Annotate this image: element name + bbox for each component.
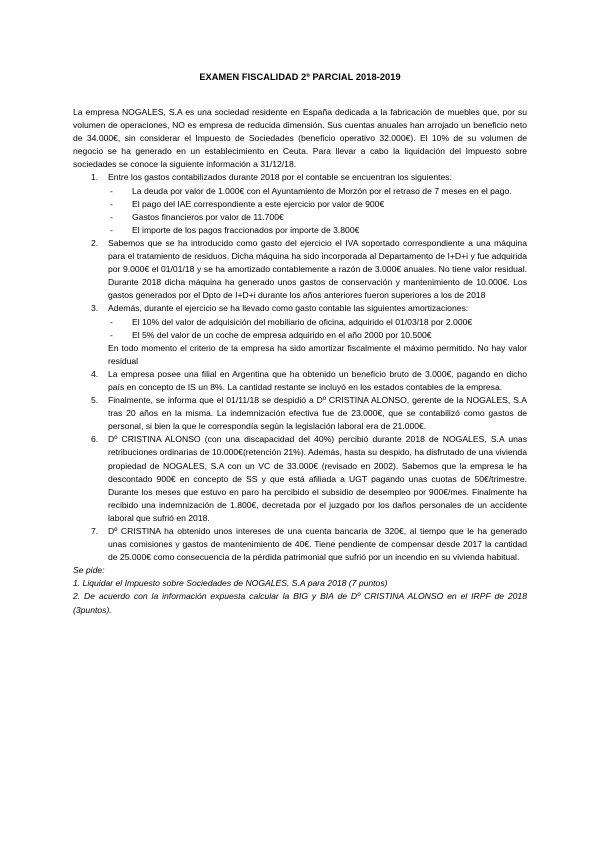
question-list bbox=[73, 171, 527, 564]
list-item bbox=[73, 525, 527, 564]
item-text: Sabemos que se ha introducido como gasto del ejercicio el IVA soportado correspondiente a una máquina para el tratamiento de residuos. Dicha máquina ha sido incorporada al Departamento de I+D+i y fue adquirida por 9.000€ el 01/01/18 y se ha amortizado contablemente a razón de 3.000€ anuales. No tiene valor residual. Durante 2018 dicha máquina ha generado unos gastos de conservación y mantenimiento de 10.000€. Los gastos generados por el Dpto de I+D+i durante los años anteriores fueron superiores a los de 2018 bbox=[108, 237, 527, 301]
sub-list bbox=[108, 316, 527, 342]
item-text: Además, durante el ejercicio se ha llevado como gasto contable las siguientes amortizaciones: bbox=[108, 303, 469, 314]
item-number: 3. bbox=[91, 303, 99, 314]
list-item bbox=[73, 368, 527, 394]
item-number: 4. bbox=[91, 368, 99, 379]
sub-list bbox=[108, 185, 527, 237]
item-text: Finalmente, se informa que el 01/11/18 se despidió a Dº CRISTINA ALONSO, gerente de la NOGALES, S.A tras 20 años en la misma. La indemnización efectiva fue de 23.000€, que se contabilizó como gastos de personal, si bien la que le correspondía según la legislación laboral era de 21.000€. bbox=[108, 395, 527, 432]
sub-item: - Gastos financieros por valor de 11.700€ bbox=[110, 211, 284, 222]
item-number: 1. bbox=[91, 172, 99, 183]
item-text: Dº CRISTINA ALONSO (con una discapacidad del 40%) percibió durante 2018 de NOGALES, S.A unas retribuciones ordinarias de 10.000€(retención 21%). Además, hasta su despido, ha disfrutado de una vivienda propiedad de NOGALES, S.A con un VC de 33.000€ (revisado en 2002). Sabemos que la empresa le ha descontado 900€ en concepto de SS y que está afiliada a UGT pagando unas cuotas de 50€/trimestre. Durante los meses que estuvo en paro ha percibido el subsidio de desempleo por 900€/mes. Finalmente ha recibido una indemnización de 1.800€, decretada por el juzgado por los daños personales de un accidente laboral que sufrió en 2018. bbox=[108, 434, 527, 523]
item-number: 2. bbox=[91, 237, 99, 248]
sub-item: - El 10% del valor de adquisición del mobiliario de oficina, adquirido el 01/03/18 por 2.000€ bbox=[110, 316, 473, 327]
list-item bbox=[73, 433, 527, 525]
list-item bbox=[73, 171, 527, 236]
item-number: 7. bbox=[91, 526, 99, 536]
intro-paragraph: La empresa NOGALES, S.A es una sociedad residente en España dedicada a la fabricación de muebles que, por su volumen de operaciones, NO es empresa de reducida dimensión. Sus cuentas anuales han arrojado un beneficio neto de 34.000€, sin considerar el Impuesto de Sociedades (beneficio operativo 32.000€). El 10% de su volumen de negocio se ha generado en un establecimiento en Ceuta. Para llevar a cabo la liquidación del Impuesto sobre sociedades se conoce la siguiente información a 31/12/18. bbox=[73, 107, 527, 170]
item-text: La empresa posee una filial en Argentina que ha obtenido un beneficio bruto de 3.000€, pagando en dicho país en concepto de IS un 8%. La cantidad restante se incluyó en los estados contables de la empresa. bbox=[108, 368, 527, 392]
sub-item: - El 5% del valor de un coche de empresa adquirido en el año 2000 por 10.500€ bbox=[110, 329, 432, 340]
exam-title: EXAMEN FISCALIDAD 2º PARCIAL 2018-2019 bbox=[199, 72, 401, 82]
ask-item-2: 2. De acuerdo con la información expuesta calcular la BIG y BIA de Dº CRISTINA ALONSO en el IRPF de 2018 (3puntos). bbox=[73, 591, 527, 615]
list-item bbox=[73, 302, 527, 367]
ask-item-1: 1. Liquidar el Impuesto sobre Sociedades de NOGALES, S.A para 2018 (7 puntos) bbox=[73, 578, 388, 589]
sub-item: - La deuda por valor de 1.000€ con el Ayuntamiento de Morzón por el retraso de 7 meses en el pago. bbox=[110, 185, 512, 196]
item-text: Entre los gastos contabilizados durante 2018 por el contable se encuentran los siguientes: bbox=[108, 172, 452, 183]
document-page bbox=[73, 62, 527, 617]
item-note: En todo momento el criterio de la empresa ha sido amortizar fiscalmente el máximo permitido. No hay valor residual bbox=[108, 342, 527, 366]
ask-heading: Se pide: bbox=[73, 565, 105, 576]
sub-item: - El importe de los pagos fraccionados por importe de 3.800€ bbox=[110, 224, 360, 235]
sub-item: - El pago del IAE correspondiente a este ejercicio por valor de 900€ bbox=[110, 198, 385, 209]
item-text: Dº CRISTINA ha obtenido unos intereses de una cuenta bancaria de 320€, al tiempo que le ha generado unas comisiones y gastos de mantenimiento de 40€. Tiene pendiente de compensar desde 2017 la cantidad de 25.000€ como consecuencia de la pérdida patrimonial que sufrió por un incendio en su vivienda habitual. bbox=[108, 526, 527, 563]
list-item bbox=[73, 237, 527, 302]
item-number: 5. bbox=[91, 395, 99, 406]
list-item bbox=[73, 394, 527, 433]
item-number: 6. bbox=[91, 434, 99, 445]
